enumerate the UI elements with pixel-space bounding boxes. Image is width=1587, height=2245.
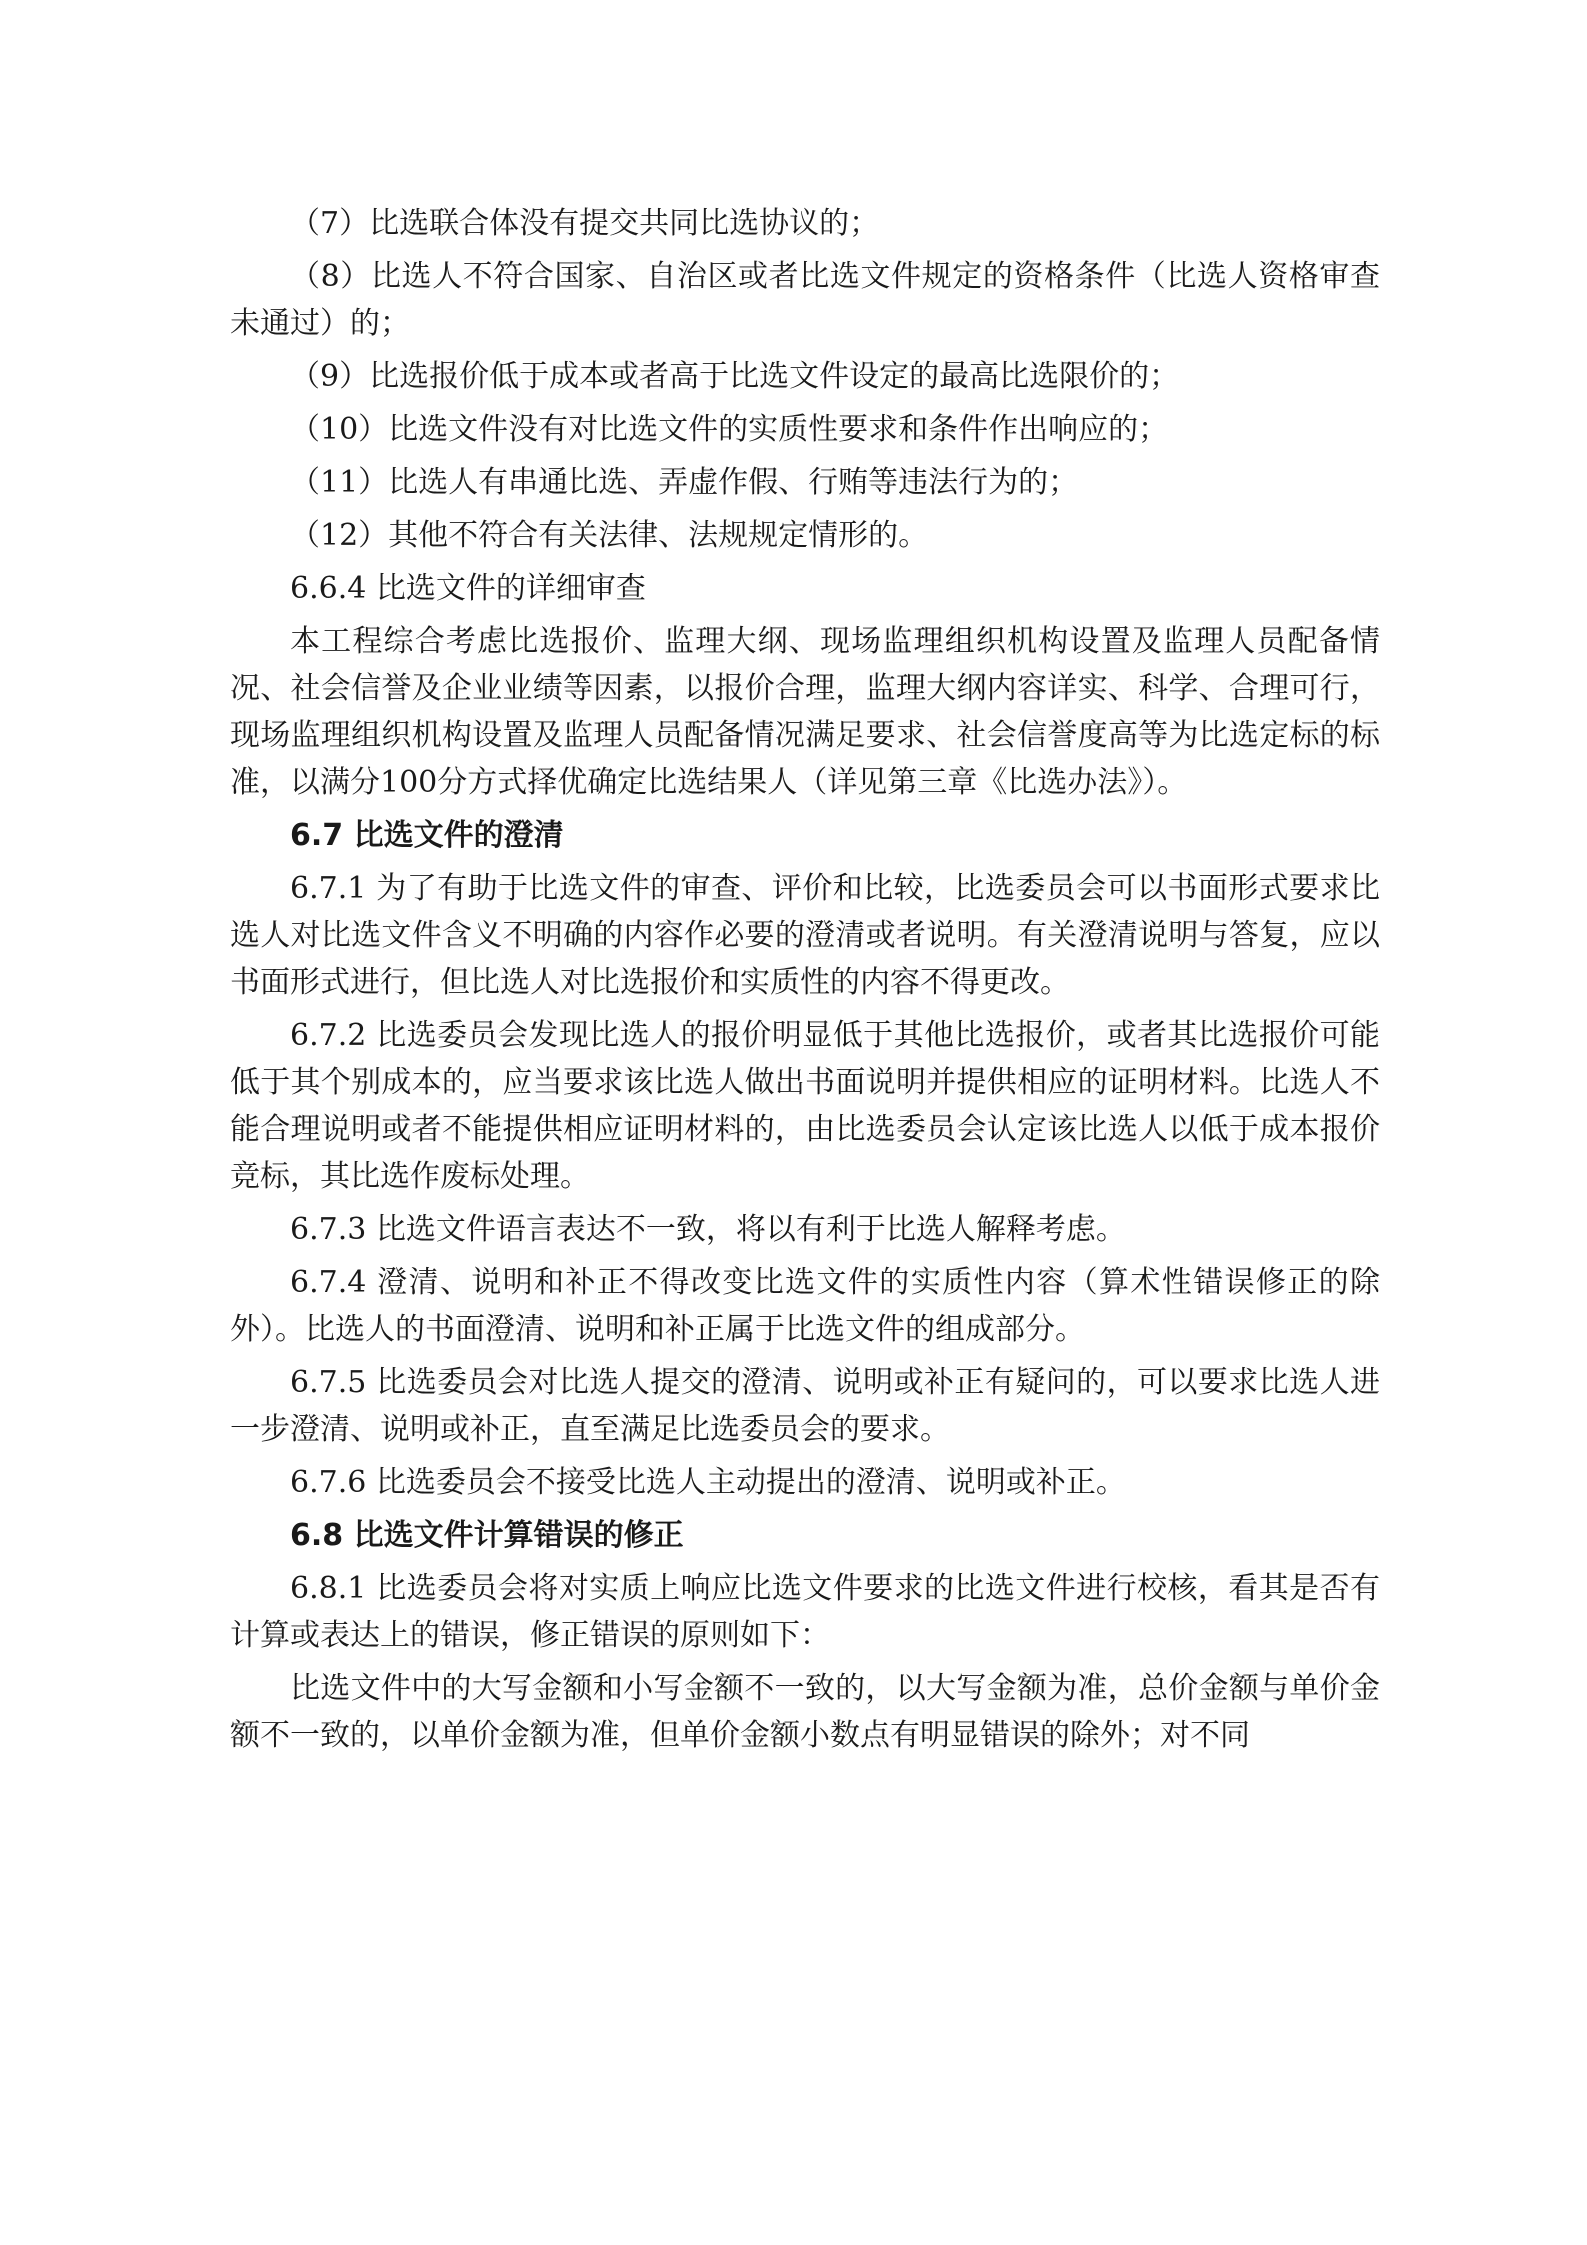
paragraph-item-11: （11）比选人有串通比选、弄虚作假、行贿等违法行为的；: [290, 465, 1079, 500]
paragraph-item-12: （12）其他不符合有关法律、法规规定情形的。: [290, 518, 929, 553]
paragraph-item-7: （7）比选联合体没有提交共同比选协议的；: [290, 206, 880, 241]
paragraph-6-7-4: 6.7.4 澄清、说明和补正不得改变比选文件的实质性内容（算术性错误修正的除外）。比选人的书面澄清、说明和补正属于比选文件的组成部分。: [230, 1265, 1380, 1347]
paragraph-item-10: （10）比选文件没有对比选文件的实质性要求和条件作出响应的；: [290, 412, 1169, 447]
paragraph-6-7-5: 6.7.5 比选委员会对比选人提交的澄清、说明或补正有疑问的，可以要求比选人进一步澄清、说明或补正，直至满足比选委员会的要求。: [230, 1365, 1380, 1447]
paragraph-6-7-3: 6.7.3 比选文件语言表达不一致，将以有利于比选人解释考虑。: [290, 1212, 1126, 1247]
subsection-title-6-6-4: 6.6.4 比选文件的详细审查: [290, 571, 646, 606]
paragraph-6-8-1: 6.8.1 比选委员会将对实质上响应比选文件要求的比选文件进行校核，看其是否有计算或表达上的错误，修正错误的原则如下：: [230, 1571, 1380, 1653]
paragraph-amount-rules: 比选文件中的大写金额和小写金额不一致的，以大写金额为准，总价金额与单价金额不一致的，以单价金额为准，但单价金额小数点有明显错误的除外；对不同: [230, 1671, 1380, 1753]
paragraph-6-7-2: 6.7.2 比选委员会发现比选人的报价明显低于其他比选报价，或者其比选报价可能低于其个别成本的，应当要求该比选人做出书面说明并提供相应的证明材料。比选人不能合理说明或者不能提供相应证明材料的，由比选委员会认定该比选人以低于成本报价竞标，其比选作废标处理。: [230, 1018, 1380, 1194]
document-page: [230, 200, 1380, 1765]
paragraph-detailed-review: 本工程综合考虑比选报价、监理大纲、现场监理组织机构设置及监理人员配备情况、社会信誉及企业业绩等因素，以报价合理，监理大纲内容详实、科学、合理可行，现场监理组织机构设置及监理人员配备情况满足要求、社会信誉度高等为比选定标的标准，以满分100分方式择优确定比选结果人（详见第三章《比选办法》）。: [230, 624, 1380, 800]
section-title-6-7: 6.7 比选文件的澄清: [290, 818, 564, 853]
paragraph-6-7-1: 6.7.1 为了有助于比选文件的审查、评价和比较，比选委员会可以书面形式要求比选人对比选文件含义不明确的内容作必要的澄清或者说明。有关澄清说明与答复，应以书面形式进行，但比选人对比选报价和实质性的内容不得更改。: [230, 871, 1380, 1000]
paragraph-item-9: （9）比选报价低于成本或者高于比选文件设定的最高比选限价的；: [290, 359, 1180, 394]
section-title-6-8: 6.8 比选文件计算错误的修正: [290, 1518, 684, 1553]
paragraph-6-7-6: 6.7.6 比选委员会不接受比选人主动提出的澄清、说明或补正。: [290, 1465, 1126, 1500]
paragraph-item-8: （8）比选人不符合国家、自治区或者比选文件规定的资格条件（比选人资格审查未通过）的；: [230, 259, 1380, 341]
